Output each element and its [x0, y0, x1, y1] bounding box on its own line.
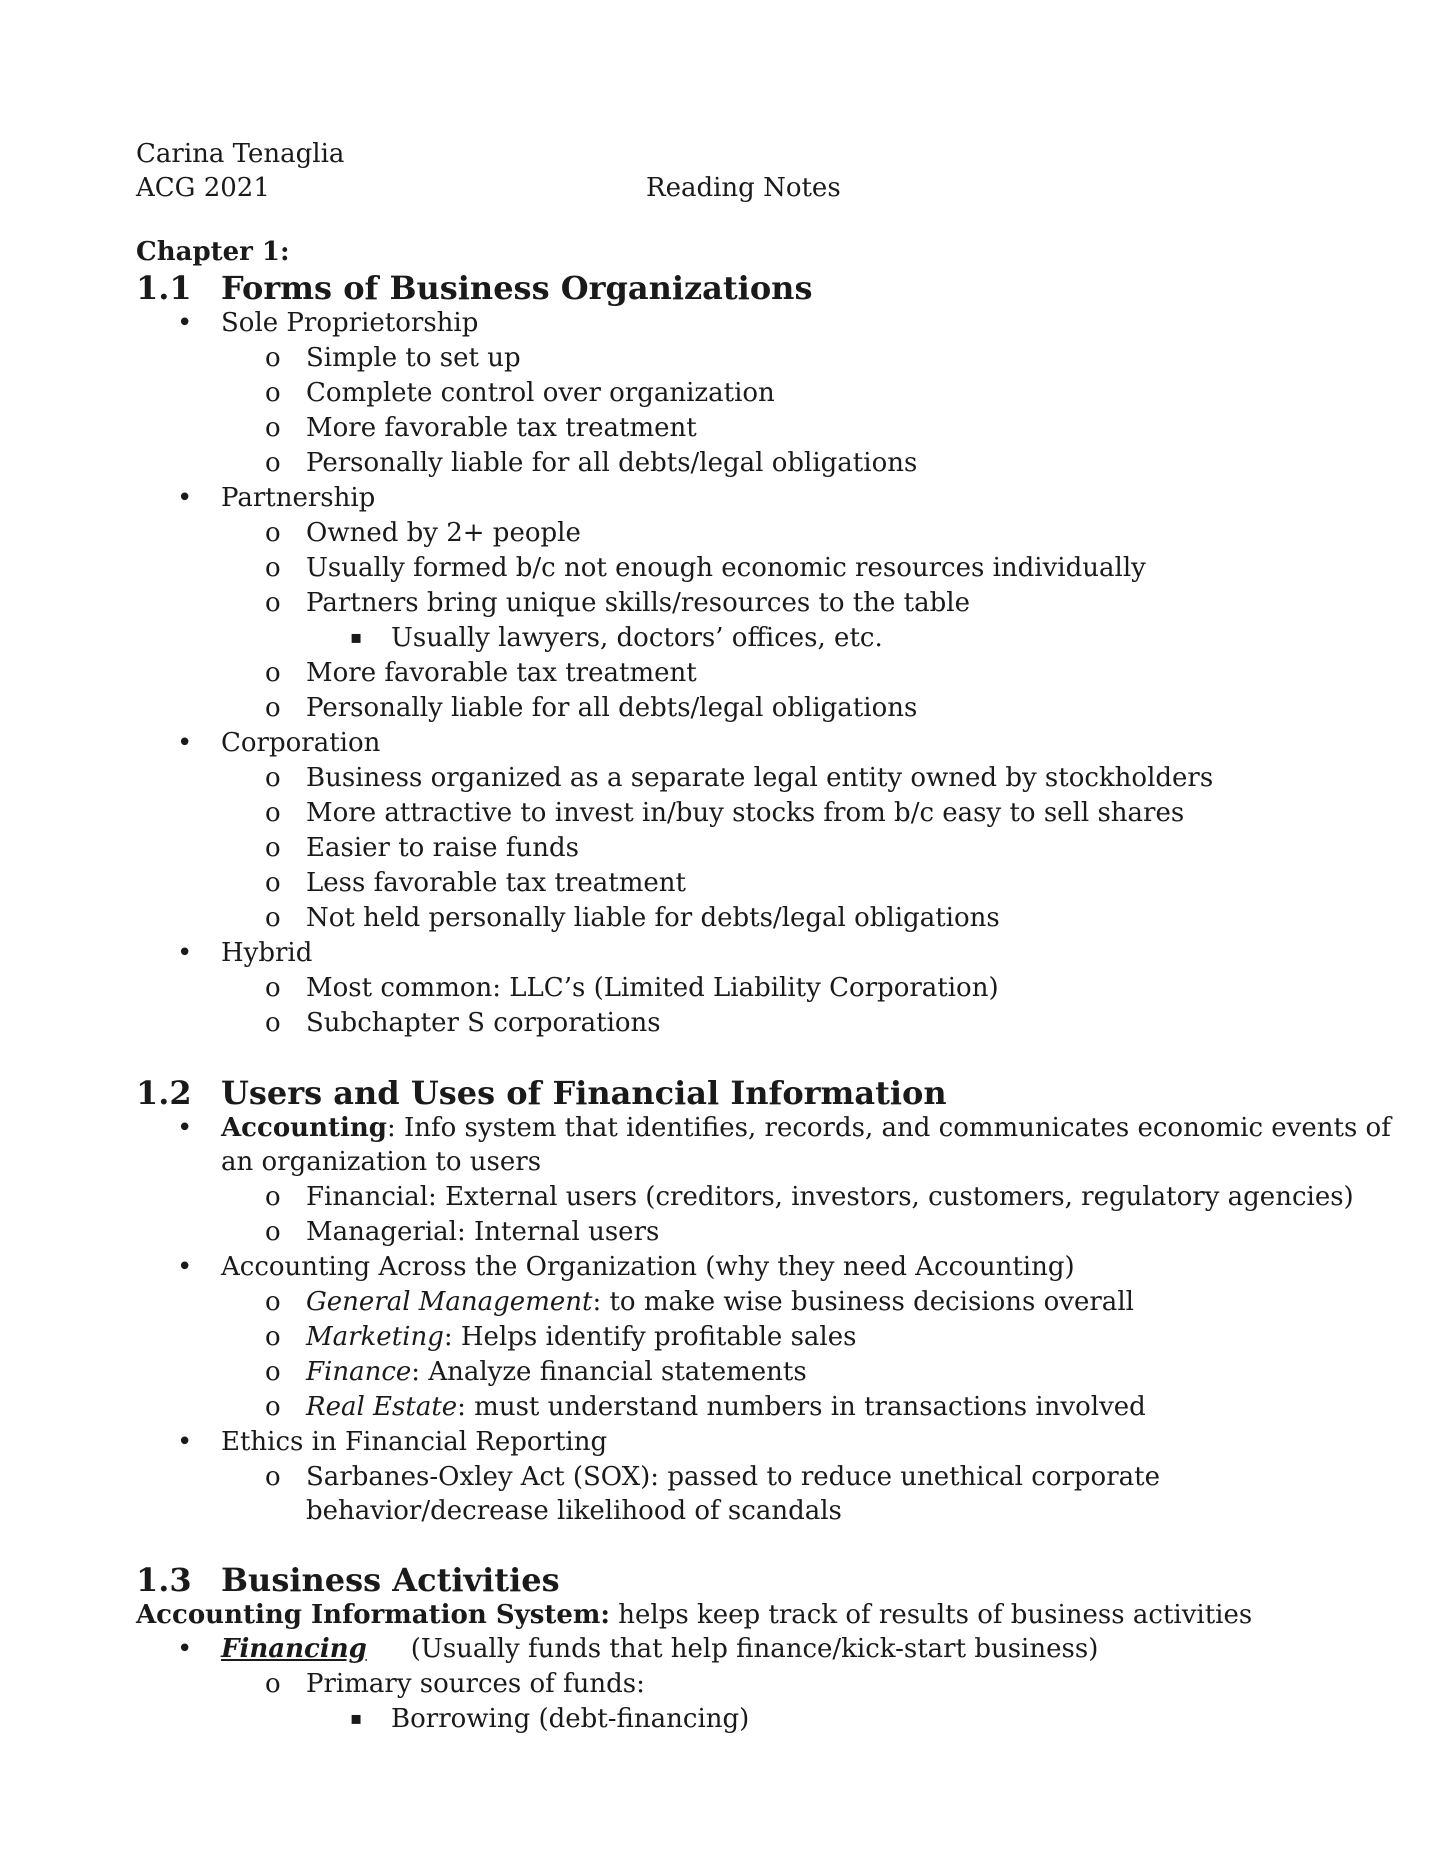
term-desc: : Analyze financial statements [411, 1357, 807, 1387]
bullet-l2: o [265, 903, 281, 933]
term: Real Estate [306, 1392, 458, 1422]
bullet-l1: • [177, 938, 193, 968]
term-financing: Financing [221, 1634, 367, 1664]
bullet-l2: o [265, 1322, 281, 1352]
list-item: Accounting Across the Organization (why they need Accounting) [221, 1252, 1075, 1282]
bullet-l2: o [265, 378, 281, 408]
bullet-l2: o [265, 588, 281, 618]
list-item: More favorable tax treatment [306, 658, 697, 688]
list-item: Partnership [221, 483, 376, 513]
list-item: Business organized as a separate legal entity owned by stockholders [306, 763, 1214, 793]
bullet-l2: o [265, 448, 281, 478]
bullet-l2: o [265, 1217, 281, 1247]
ais-definition [136, 1598, 1252, 1632]
bullet-l2: o [265, 763, 281, 793]
bullet-l1: • [177, 1634, 193, 1664]
bullet-l1: • [177, 483, 193, 513]
bullet-l3: ▪ [350, 627, 363, 648]
list-item: Most common: LLC’s (Limited Liability Corporation) [306, 973, 999, 1003]
term-accounting: Accounting [221, 1113, 387, 1143]
definition-continuation: an organization to users [221, 1147, 542, 1177]
list-item: More attractive to invest in/buy stocks from b/c easy to sell shares [306, 798, 1185, 828]
list-item: Partners bring unique skills/resources to the table [306, 588, 970, 618]
list-item: Usually formed b/c not enough economic resources individually [306, 553, 1146, 583]
author-name: Carina Tenaglia [136, 139, 345, 169]
list-item: Simple to set up [306, 343, 521, 373]
definition-text: helps keep track of results of business activities [610, 1600, 1253, 1630]
bullet-l2: o [265, 693, 281, 723]
bullet-l2: o [265, 1669, 281, 1699]
list-item: Owned by 2+ people [306, 518, 581, 548]
bullet-l2: o [265, 518, 281, 548]
section-number: 1.1 [136, 269, 192, 307]
list-item: Subchapter S corporations [306, 1008, 661, 1038]
list-item [306, 1285, 1134, 1319]
bullet-l2: o [265, 1008, 281, 1038]
list-item: Financial: External users (creditors, investors, customers, regulatory agencies) [306, 1182, 1354, 1212]
bullet-l3: ▪ [350, 1708, 363, 1729]
course-code: ACG 2021 [136, 173, 270, 203]
list-item-continuation: behavior/decrease likelihood of scandals [306, 1496, 842, 1526]
bullet-l2: o [265, 1182, 281, 1212]
bullet-l2: o [265, 343, 281, 373]
list-item [306, 1355, 807, 1389]
term: Marketing [306, 1322, 444, 1352]
bullet-l2: o [265, 868, 281, 898]
list-item: Corporation [221, 728, 381, 758]
definition-text: : Info system that identifies, records, and communicates economic events of [386, 1113, 1391, 1143]
list-item: Complete control over organization [306, 378, 775, 408]
list-item: Sole Proprietorship [221, 308, 479, 338]
term-desc: : Helps identify profitable sales [443, 1322, 857, 1352]
section-number: 1.3 [136, 1561, 192, 1599]
bullet-l1: • [177, 1113, 193, 1143]
list-item: Not held personally liable for debts/legal obligations [306, 903, 1000, 933]
list-item: Managerial: Internal users [306, 1217, 660, 1247]
term-desc: : to make wise business decisions overall [592, 1287, 1134, 1317]
bullet-l2: o [265, 1287, 281, 1317]
financing-note: (Usually funds that help finance/kick-start business) [410, 1634, 1099, 1664]
bullet-l2: o [265, 973, 281, 1003]
chapter-heading: Chapter 1: [136, 237, 290, 267]
bullet-l1: • [177, 308, 193, 338]
list-item: Borrowing (debt-financing) [391, 1704, 750, 1734]
list-item: Ethics in Financial Reporting [221, 1427, 608, 1457]
list-item: Personally liable for all debts/legal obligations [306, 693, 918, 723]
list-item: Primary sources of funds: [306, 1669, 645, 1699]
bullet-l1: • [177, 1252, 193, 1282]
list-item: Easier to raise funds [306, 833, 579, 863]
section-title: Forms of Business Organizations [221, 269, 813, 307]
list-item: Hybrid [221, 938, 313, 968]
bullet-l2: o [265, 658, 281, 688]
bullet-l1: • [177, 1427, 193, 1457]
list-item [306, 1390, 1146, 1424]
list-item [306, 1320, 856, 1354]
bullet-l2: o [265, 1462, 281, 1492]
section-title: Users and Uses of Financial Information [221, 1074, 947, 1112]
section-number: 1.2 [136, 1074, 192, 1112]
term: General Management [306, 1287, 593, 1317]
bullet-l2: o [265, 553, 281, 583]
bullet-l2: o [265, 1357, 281, 1387]
bullet-l2: o [265, 413, 281, 443]
list-item: Usually lawyers, doctors’ offices, etc. [391, 623, 883, 653]
accounting-definition [221, 1111, 1391, 1145]
section-title: Business Activities [221, 1561, 560, 1599]
list-item: Less favorable tax treatment [306, 868, 686, 898]
doc-title: Reading Notes [646, 173, 841, 203]
list-item: Personally liable for all debts/legal obligations [306, 448, 918, 478]
term-ais: Accounting Information System: [136, 1600, 611, 1630]
bullet-l2: o [265, 833, 281, 863]
term-desc: : must understand numbers in transactions involved [457, 1392, 1146, 1422]
list-item: More favorable tax treatment [306, 413, 697, 443]
term: Finance [306, 1357, 412, 1387]
list-item [221, 1632, 1098, 1666]
list-item: Sarbanes-Oxley Act (SOX): passed to reduce unethical corporate [306, 1462, 1160, 1492]
bullet-l1: • [177, 728, 193, 758]
bullet-l2: o [265, 1392, 281, 1422]
bullet-l2: o [265, 798, 281, 828]
